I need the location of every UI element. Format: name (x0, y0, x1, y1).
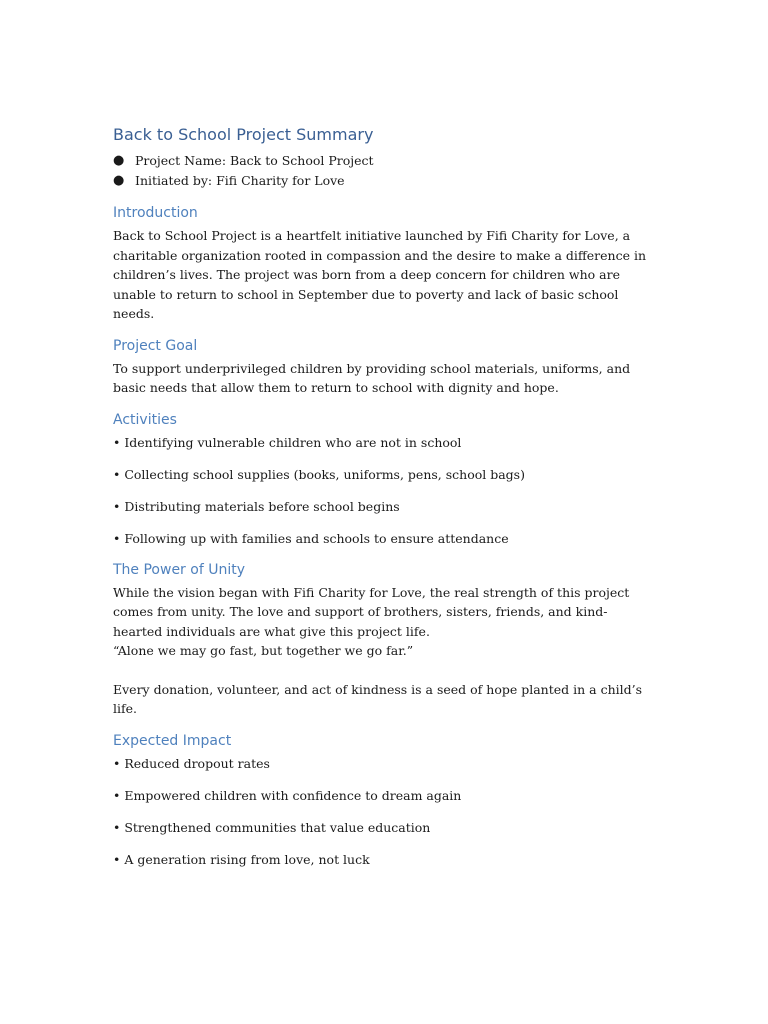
document-title: Back to School Project Summary (113, 125, 374, 144)
spacer (113, 661, 653, 680)
project-meta-list (113, 151, 653, 191)
initiated-by-item (113, 171, 653, 191)
project-name-item (113, 151, 653, 171)
project-goal-heading: Project Goal (113, 337, 198, 354)
document-page (113, 124, 653, 869)
unity-quote: “Alone we may go fast, but together we go far.” (113, 643, 414, 658)
project-goal-text: To support underprivileged children by providing school materials, uniforms, and basic needs that allow them to return to school with dignity and hope. (113, 360, 631, 395)
list-item: • A generation rising from love, not luck (113, 851, 370, 867)
list-item: • Reduced dropout rates (113, 755, 270, 771)
list-item: • Collecting school supplies (books, uniforms, pens, school bags) (113, 466, 525, 482)
impact-list (113, 754, 653, 869)
introduction-heading: Introduction (113, 205, 198, 221)
power-of-unity-heading: The Power of Unity (113, 561, 245, 578)
activities-list (113, 433, 653, 548)
initiated-by-text: Initiated by: Fifi Charity for Love (135, 173, 345, 188)
unity-text: While the vision began with Fifi Charity for Love, the real strength of this project comes from unity. The love and support of brothers, sisters, friends, and kind-hearted individuals are what give this project life. (113, 584, 630, 639)
activities-heading: Activities (113, 411, 177, 428)
list-item: • Empowered children with confidence to dream again (113, 787, 462, 803)
expected-impact-heading: Expected Impact (113, 732, 232, 749)
bullet-icon: ● (113, 173, 125, 188)
introduction-text: Back to School Project is a heartfelt initiative launched by Fifi Charity for Love, a charitable organization rooted in compassion and the desire to make a difference in children’s lives. The project was born from a deep concern for children who are unable to return to school in September due to poverty and lack of basic school needs. (113, 228, 646, 321)
unity-closing: Every donation, volunteer, and act of kindness is a seed of hope planted in a child’s life. (113, 681, 643, 716)
list-item: • Strengthened communities that value education (113, 819, 431, 835)
project-name-text: Project Name: Back to School Project (135, 153, 374, 168)
list-item: • Distributing materials before school begins (113, 498, 400, 514)
list-item: • Identifying vulnerable children who are not in school (113, 434, 462, 450)
bullet-icon: ● (113, 153, 125, 168)
list-item: • Following up with families and schools to ensure attendance (113, 530, 509, 546)
